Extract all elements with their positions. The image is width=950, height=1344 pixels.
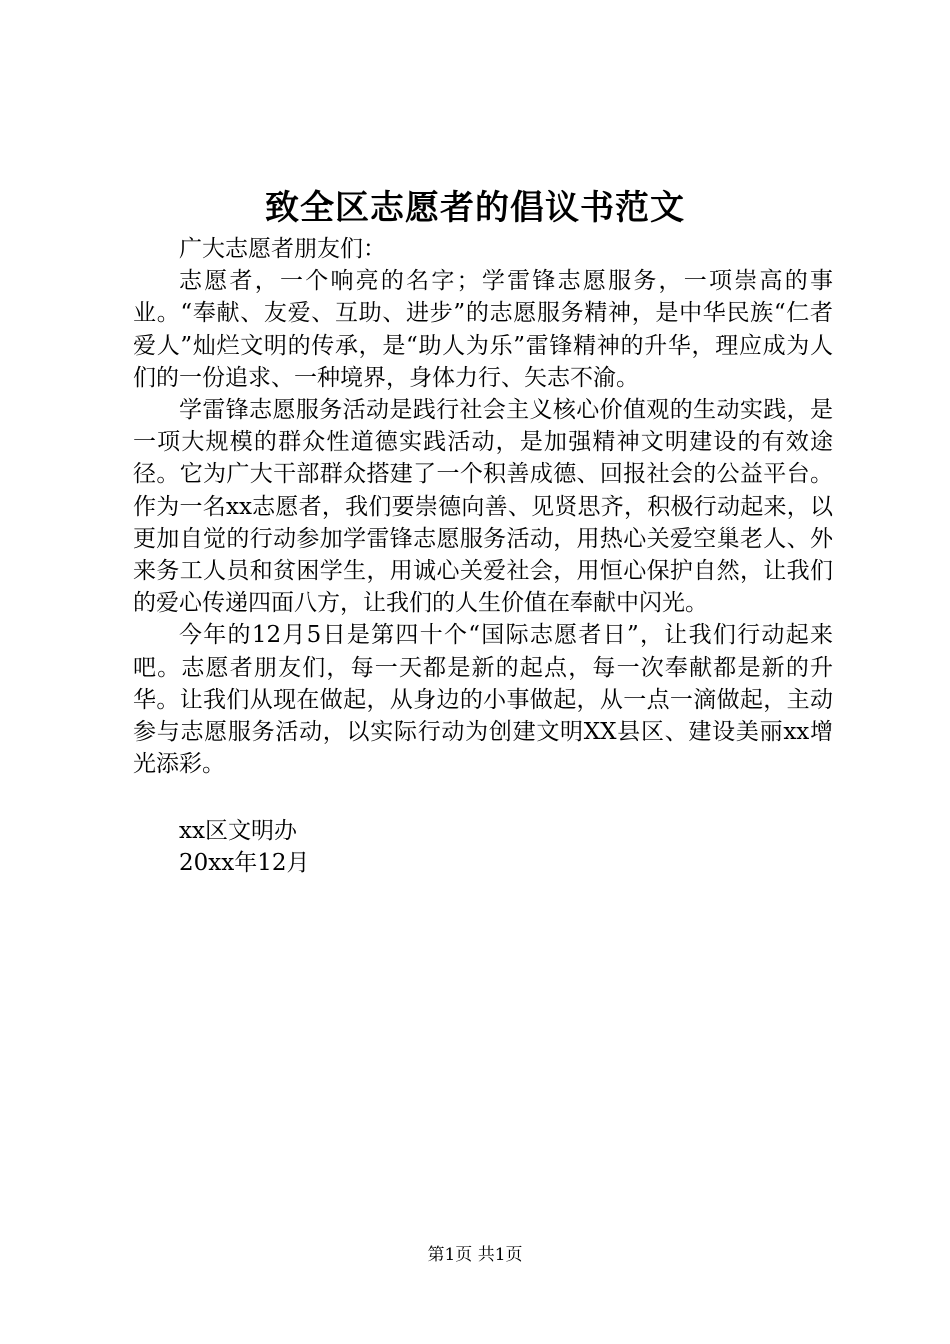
document-body — [133, 233, 833, 780]
document-title: 致全区志愿者的倡议书范文 — [265, 188, 685, 228]
paragraph-2: 学雷锋志愿服务活动是践行社会主义核心价值观的生动实践，是一项大规模的群众性道德实践活动，是加强精神文明建设的有效途径。它为广大干部群众搭建了一个积善成德、回报社会的公益平台。作为一名xx志愿者，我们要崇德向善、见贤思齐，积极行动起来，以更加自觉的行动参加学雷锋志愿服务活动，用热心关爱空巢老人、外来务工人员和贫困学生，用诚心关爱社会，用恒心保护自然，让我们的爱心传递四面八方，让我们的人生价值在奉献中闪光。 — [133, 397, 833, 617]
signature-organization: xx区文明办 — [179, 818, 297, 844]
salutation: 广大志愿者朋友们： — [179, 236, 386, 262]
paragraph-1: 志愿者，一个响亮的名字；学雷锋志愿服务，一项崇高的事业。“奉献、友爱、互助、进步”的志愿服务精神，是中华民族“仁者爱人”灿烂文明的传承，是“助人为乐”雷锋精神的升华，理应成为人们的一份追求、一种境界，身体力行、矢志不渝。 — [133, 268, 833, 391]
signature-block — [179, 815, 309, 879]
signature-date: 20xx年12月 — [179, 850, 310, 877]
page-footer: 第1页 共1页 — [427, 1245, 523, 1265]
paragraph-3: 今年的12月5日是第四十个“国际志愿者日”，让我们行动起来吧。志愿者朋友们，每一天都是新的起点，每一次奉献都是新的升华。让我们从现在做起，从身边的小事做起，从一点一滴做起，主动参与志愿服务活动，以实际行动为创建文明XX县区、建设美丽xx增光添彩。 — [133, 622, 833, 778]
